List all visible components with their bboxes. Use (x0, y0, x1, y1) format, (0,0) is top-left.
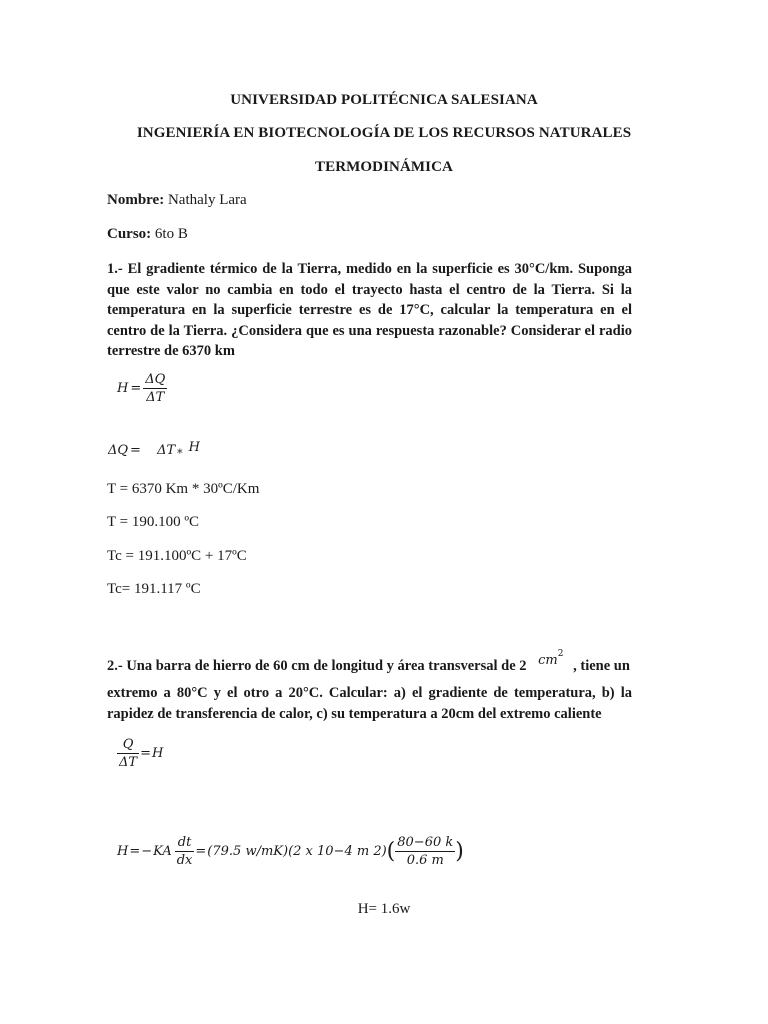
fraction-numerator: dt (175, 835, 195, 852)
fraction-numerator: Q (117, 737, 139, 754)
student-course-line (107, 226, 188, 243)
paren-right: ) (455, 839, 464, 864)
formula-symbol: H (117, 844, 129, 859)
student-name-line (107, 192, 247, 209)
formula-operator: * (177, 447, 183, 460)
problem1-formula-dq (108, 440, 200, 460)
fraction-numerator: ΔQ (145, 372, 166, 387)
formula-equals: = (129, 844, 141, 859)
formula-equals: = (140, 746, 151, 761)
problem2-formula-q (117, 737, 163, 770)
course-value: 6to B (151, 226, 188, 242)
derivative-fraction (175, 835, 195, 868)
fraction-numerator: 80−60 k (397, 835, 454, 850)
gradient-fraction (395, 835, 455, 868)
problem2-text-a: 2.- Una barra de hierro de 60 cm de longitud y área transversal de 2 (107, 658, 527, 674)
formula-symbol: H (151, 746, 164, 761)
problem2-text-b: , tiene un (573, 658, 630, 674)
formula-factor-conductivity: (79.5 w/mK) (207, 844, 289, 859)
fraction-denominator: ΔT (119, 755, 138, 770)
name-label: Nombre: (107, 192, 165, 208)
problem2-statement-rest: extremo a 80°C y el otro a 20°C. Calcular: a) el gradiente de temperatura, b) la rapidez de transferencia de calor, c) su temperatura a 20cm del extremo caliente (107, 685, 632, 722)
unit-exponent: 2 (557, 649, 564, 659)
formula-symbol: H (117, 381, 129, 396)
fraction-denominator: 0.6 m (406, 853, 444, 868)
formula-symbol: H (188, 440, 200, 455)
problem1-step-2: T = 190.100 ºC (107, 514, 200, 530)
course-label: Curso: (107, 226, 152, 242)
fraction-denominator: dx (176, 853, 193, 868)
subject-title: TERMODINÁMICA (315, 159, 453, 175)
formula-factor-area: (2 x 10−4 m 2) (288, 844, 387, 859)
problem1-step-3: Tc = 191.100ºC + 17ºC (107, 548, 247, 564)
formula-symbol: ΔT (157, 443, 176, 458)
formula-equals: = (130, 381, 142, 396)
problem1-formula-h (117, 372, 167, 405)
problem1-step-4: Tc= 191.117 ºC (107, 581, 201, 597)
formula-fraction (143, 372, 167, 405)
paren-left: ( (386, 839, 396, 864)
formula-equals: = (130, 443, 141, 458)
problem1-step-1: T = 6370 Km * 30ºC/Km (107, 481, 260, 497)
area-unit (538, 649, 564, 668)
fraction-denominator: ΔT (146, 390, 165, 405)
problem2-statement-line1 (107, 649, 630, 675)
formula-equals: = (195, 844, 207, 859)
formula-fraction (117, 737, 139, 770)
formula-minus: − (141, 844, 153, 859)
university-title: UNIVERSIDAD POLITÉCNICA SALESIANA (230, 92, 538, 108)
problem2-result: H= 1.6w (357, 901, 411, 917)
program-title: INGENIERÍA EN BIOTECNOLOGÍA DE LOS RECURSOS NATURALES (136, 125, 632, 141)
formula-symbol: ΔQ (108, 443, 129, 458)
unit-text: cm (538, 653, 558, 668)
name-value: Nathaly Lara (164, 192, 247, 208)
problem2-formula-h (117, 835, 464, 868)
problem1-statement: 1.- El gradiente térmico de la Tierra, medido en la superficie es 30°C/km. Suponga que este valor no cambia en todo el trayecto hasta el centro de la Tierra. Si la temperatura en la superficie terrestre es de 17°C, calcular la temperatura en el centro de la Tierra. ¿Considera que es una respuesta razonable? Considerar el radio terrestre de 6370 km (107, 261, 632, 359)
formula-symbol: KA (153, 844, 172, 859)
